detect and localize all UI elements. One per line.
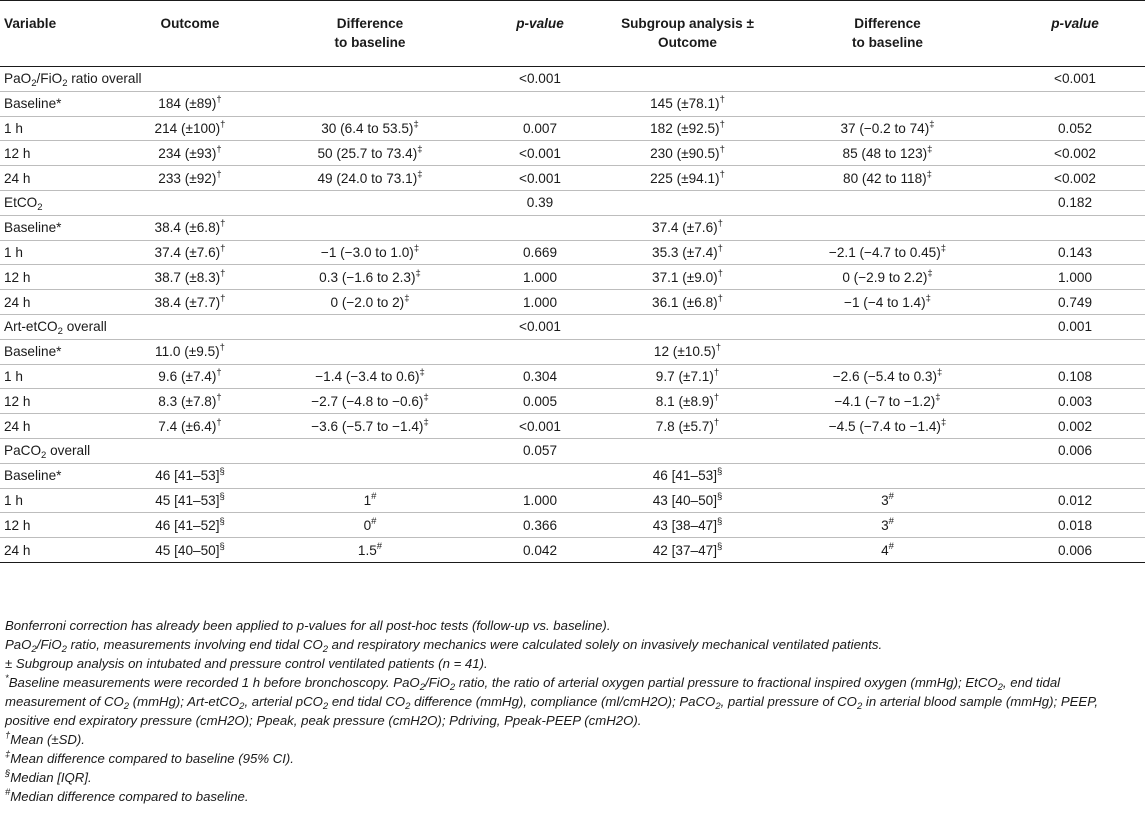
variable-cell: 24 h [0, 538, 115, 563]
column-header [265, 1, 475, 67]
variable-cell: 24 h [0, 414, 115, 439]
difference-cell [265, 215, 475, 240]
footnote: PaO$_2$/FiO$_2$ ratio, measurements involving end tidal $CO_2$ and respiratory mechanics were calculated solely on invasively mechanical ventilated patients. [5, 637, 883, 655]
difference-cell [265, 190, 475, 215]
column-header [115, 1, 265, 67]
subgroup-outcome-cell: 36.1 (±6.8)† [605, 290, 770, 315]
p-value-cell [475, 339, 605, 364]
variable-cell: Baseline* [0, 339, 115, 364]
subgroup-outcome-cell: 9.7 (±7.1)† [605, 364, 770, 389]
subgroup-outcome-cell: 43 [40–50]§ [605, 488, 770, 513]
table-row [0, 438, 1145, 463]
footnote: §Median [IQR]. [5, 768, 92, 785]
subgroup-difference-cell [770, 314, 1005, 339]
variable-cell: 1 h [0, 240, 115, 265]
column-header [0, 1, 115, 67]
table-row [0, 215, 1145, 240]
subgroup-outcome-cell: 182 (±92.5)† [605, 116, 770, 141]
subgroup-difference-cell: 37 (−0.2 to 74)‡ [770, 116, 1005, 141]
subgroup-p-value-cell [1005, 463, 1145, 488]
outcome-cell [115, 438, 265, 463]
difference-cell: −2.7 (−4.8 to −0.6)‡ [265, 389, 475, 414]
difference-cell: −3.6 (−5.7 to −1.4)‡ [265, 414, 475, 439]
table-row [0, 463, 1145, 488]
header-text: Difference [854, 16, 921, 31]
p-value-cell: <0.001 [475, 141, 605, 166]
outcome-cell: 45 [40–50]§ [115, 538, 265, 563]
outcome-cell [115, 190, 265, 215]
subgroup-outcome-cell: 43 [38–47]§ [605, 513, 770, 538]
outcome-cell: 38.4 (±7.7)† [115, 290, 265, 315]
column-header [770, 1, 1005, 67]
difference-cell: 1# [265, 488, 475, 513]
p-value-cell [475, 463, 605, 488]
p-value-cell: 0.005 [475, 389, 605, 414]
header-text: Subgroup analysis ± [621, 16, 754, 31]
outcome-cell: 46 [41–52]§ [115, 513, 265, 538]
footnote: ‡Mean difference compared to baseline (95% CI). [5, 749, 294, 766]
difference-cell [265, 339, 475, 364]
variable-cell: Baseline* [0, 215, 115, 240]
difference-cell: −1.4 (−3.4 to 0.6)‡ [265, 364, 475, 389]
p-value-cell: 0.057 [475, 438, 605, 463]
subgroup-p-value-cell [1005, 339, 1145, 364]
subgroup-outcome-cell: 225 (±94.1)† [605, 166, 770, 191]
column-header [1005, 1, 1145, 67]
subgroup-p-value-cell: <0.002 [1005, 166, 1145, 191]
table-row [0, 240, 1145, 265]
subgroup-p-value-cell: 0.143 [1005, 240, 1145, 265]
table-row [0, 67, 1145, 92]
subgroup-p-value-cell: 0.002 [1005, 414, 1145, 439]
variable-cell: 12 h [0, 265, 115, 290]
outcome-cell: 38.7 (±8.3)† [115, 265, 265, 290]
p-value-cell: 0.669 [475, 240, 605, 265]
header-text: Difference [336, 16, 404, 31]
header-text: Outcome [160, 16, 220, 31]
p-value-cell [475, 91, 605, 116]
subgroup-p-value-cell: 0.108 [1005, 364, 1145, 389]
outcome-cell: 234 (±93)† [115, 141, 265, 166]
p-value-cell: 0.304 [475, 364, 605, 389]
table-row [0, 116, 1145, 141]
subgroup-outcome-cell: 35.3 (±7.4)† [605, 240, 770, 265]
subgroup-outcome-cell [605, 67, 770, 92]
variable-cell: 24 h [0, 166, 115, 191]
variable-cell: Baseline* [0, 463, 115, 488]
outcome-cell: 7.4 (±6.4)† [115, 414, 265, 439]
subgroup-difference-cell [770, 463, 1005, 488]
p-value-cell: <0.001 [475, 67, 605, 92]
subgroup-p-value-cell [1005, 91, 1145, 116]
subgroup-outcome-cell: 42 [37–47]§ [605, 538, 770, 563]
p-value-cell: 1.000 [475, 265, 605, 290]
p-value-cell: 1.000 [475, 290, 605, 315]
variable-cell: 12 h [0, 389, 115, 414]
variable-cell: 1 h [0, 116, 115, 141]
subgroup-outcome-cell: 12 (±10.5)† [605, 339, 770, 364]
subgroup-outcome-cell: 230 (±90.5)† [605, 141, 770, 166]
subgroup-outcome-cell: 37.4 (±7.6)† [605, 215, 770, 240]
subgroup-outcome-cell: 8.1 (±8.9)† [605, 389, 770, 414]
header-text: p-value [516, 16, 564, 31]
subgroup-difference-cell: 80 (42 to 118)‡ [770, 166, 1005, 191]
subgroup-outcome-cell: 46 [41–53]§ [605, 463, 770, 488]
header-text: to baseline [851, 35, 923, 50]
p-value-cell: <0.001 [475, 314, 605, 339]
subgroup-p-value-cell: 1.000 [1005, 265, 1145, 290]
subgroup-p-value-cell: 0.182 [1005, 190, 1145, 215]
difference-cell [265, 463, 475, 488]
footnote: #Median difference compared to baseline. [5, 787, 249, 804]
footnote: ± Subgroup analysis on intubated and pressure control ventilated patients (n = 41). [5, 656, 488, 671]
outcome-cell: 38.4 (±6.8)† [115, 215, 265, 240]
variable-cell: 12 h [0, 513, 115, 538]
difference-cell: 49 (24.0 to 73.1)‡ [265, 166, 475, 191]
table-body [0, 67, 1145, 563]
difference-cell [265, 438, 475, 463]
subgroup-difference-cell [770, 67, 1005, 92]
subgroup-p-value-cell: 0.001 [1005, 314, 1145, 339]
subgroup-difference-cell: 85 (48 to 123)‡ [770, 141, 1005, 166]
footnote: †Mean (±SD). [5, 730, 85, 747]
variable-cell: EtCO$_2$ [0, 190, 115, 215]
subgroup-outcome-cell: 37.1 (±9.0)† [605, 265, 770, 290]
subgroup-difference-cell [770, 438, 1005, 463]
difference-cell: 50 (25.7 to 73.4)‡ [265, 141, 475, 166]
p-value-cell [475, 215, 605, 240]
variable-cell: Art-etCO$_2$ overall [0, 314, 115, 339]
table-row [0, 141, 1145, 166]
subgroup-difference-cell: −2.1 (−4.7 to 0.45)‡ [770, 240, 1005, 265]
table-row [0, 91, 1145, 116]
subgroup-difference-cell: −4.1 (−7 to −1.2)‡ [770, 389, 1005, 414]
p-value-cell: 1.000 [475, 488, 605, 513]
header-row [0, 1, 1145, 67]
table-row [0, 364, 1145, 389]
outcome-cell: 184 (±89)† [115, 91, 265, 116]
subgroup-outcome-cell: 145 (±78.1)† [605, 91, 770, 116]
table-row [0, 190, 1145, 215]
table-row [0, 166, 1145, 191]
subgroup-outcome-cell [605, 314, 770, 339]
variable-cell: 1 h [0, 488, 115, 513]
subgroup-p-value-cell: 0.012 [1005, 488, 1145, 513]
table-row [0, 538, 1145, 563]
variable-cell: Baseline* [0, 91, 115, 116]
p-value-cell: 0.007 [475, 116, 605, 141]
outcome-cell: 8.3 (±7.8)† [115, 389, 265, 414]
difference-cell: 0# [265, 513, 475, 538]
subgroup-p-value-cell: 0.749 [1005, 290, 1145, 315]
difference-cell: 30 (6.4 to 53.5)‡ [265, 116, 475, 141]
variable-cell: 24 h [0, 290, 115, 315]
difference-cell: −1 (−3.0 to 1.0)‡ [265, 240, 475, 265]
table-row [0, 488, 1145, 513]
variable-cell: 1 h [0, 364, 115, 389]
p-value-cell: <0.001 [475, 166, 605, 191]
p-value-cell: <0.001 [475, 414, 605, 439]
outcome-cell: 45 [41–53]§ [115, 488, 265, 513]
subgroup-p-value-cell [1005, 215, 1145, 240]
subgroup-difference-cell: −1 (−4 to 1.4)‡ [770, 290, 1005, 315]
table-row [0, 290, 1145, 315]
difference-cell: 1.5# [265, 538, 475, 563]
outcome-cell: 214 (±100)† [115, 116, 265, 141]
table-footnotes [5, 616, 1140, 806]
table-row [0, 389, 1145, 414]
outcome-cell: 233 (±92)† [115, 166, 265, 191]
subgroup-p-value-cell: 0.052 [1005, 116, 1145, 141]
subgroup-difference-cell [770, 215, 1005, 240]
header-text: Variable [4, 16, 57, 31]
subgroup-difference-cell: −2.6 (−5.4 to 0.3)‡ [770, 364, 1005, 389]
subgroup-p-value-cell: 0.006 [1005, 538, 1145, 563]
subgroup-outcome-cell [605, 438, 770, 463]
table-row [0, 339, 1145, 364]
subgroup-difference-cell [770, 190, 1005, 215]
difference-cell [265, 314, 475, 339]
subgroup-p-value-cell: 0.018 [1005, 513, 1145, 538]
table-row [0, 513, 1145, 538]
table-row [0, 314, 1145, 339]
footnote: *Baseline measurements were recorded 1 h before bronchoscopy. PaO$_2$/FiO$_2$ ratio, the ratio of arterial oxygen partial pressure to fractional inspired oxygen (mmHg); EtCO$_2$, end tidal measurement of $CO_2$ (mmHg); Art-etCO$_2$, arterial pCO$_2$ end tidal $CO_2$ difference (mmHg), compliance (ml/cmH2O); PaCO$_2$, partial pressure of $CO_2$ in arterial blood sample (mmHg); PEEP, positive end expiratory pressure (cmH2O); Ppeak, peak pressure (cmH2O); Pdriving, Ppeak-PEEP (cmH2O). [5, 673, 1098, 728]
header-text: Outcome [658, 35, 717, 50]
subgroup-p-value-cell: 0.003 [1005, 389, 1145, 414]
difference-cell [265, 91, 475, 116]
difference-cell: 0 (−2.0 to 2)‡ [265, 290, 475, 315]
footnote: Bonferroni correction has already been applied to p-values for all post-hoc tests (follow-up vs. baseline). [5, 618, 611, 633]
difference-cell: 0.3 (−1.6 to 2.3)‡ [265, 265, 475, 290]
subgroup-difference-cell [770, 339, 1005, 364]
outcome-cell: 37.4 (±7.6)† [115, 240, 265, 265]
subgroup-difference-cell [770, 91, 1005, 116]
outcome-cell: 11.0 (±9.5)† [115, 339, 265, 364]
outcome-cell: 46 [41–53]§ [115, 463, 265, 488]
p-value-cell: 0.042 [475, 538, 605, 563]
subgroup-outcome-cell [605, 190, 770, 215]
subgroup-difference-cell: 4# [770, 538, 1005, 563]
subgroup-difference-cell: 0 (−2.9 to 2.2)‡ [770, 265, 1005, 290]
table-row [0, 414, 1145, 439]
subgroup-p-value-cell: <0.001 [1005, 67, 1145, 92]
subgroup-difference-cell: 3# [770, 513, 1005, 538]
header-text: p-value [1051, 16, 1099, 31]
p-value-cell: 0.39 [475, 190, 605, 215]
column-header [605, 1, 770, 67]
table-row [0, 265, 1145, 290]
subgroup-p-value-cell: 0.006 [1005, 438, 1145, 463]
subgroup-p-value-cell: <0.002 [1005, 141, 1145, 166]
outcome-cell: 9.6 (±7.4)† [115, 364, 265, 389]
difference-cell [265, 67, 475, 92]
p-value-cell: 0.366 [475, 513, 605, 538]
variable-cell: PaCO$_2$ overall [0, 438, 115, 463]
column-header [475, 1, 605, 67]
subgroup-difference-cell: −4.5 (−7.4 to −1.4)‡ [770, 414, 1005, 439]
subgroup-outcome-cell: 7.8 (±5.7)† [605, 414, 770, 439]
variable-cell: PaO$_2$/FiO$_2$ ratio overall [0, 67, 115, 92]
header-text: to baseline [334, 35, 406, 50]
outcome-cell [115, 314, 265, 339]
subgroup-difference-cell: 3# [770, 488, 1005, 513]
variable-cell: 12 h [0, 141, 115, 166]
